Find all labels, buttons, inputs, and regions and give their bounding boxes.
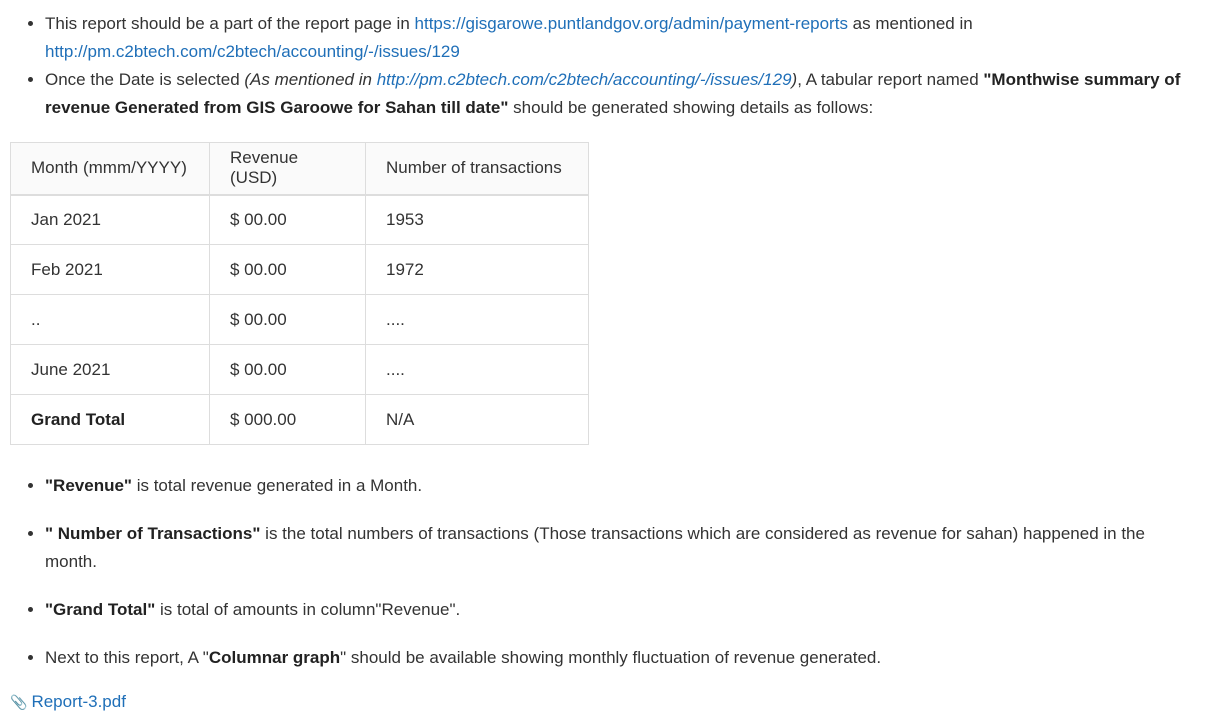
monthwise-report-table — [10, 142, 589, 445]
intro-text: , A tabular report named — [797, 70, 984, 89]
note-text: is the total numbers of transactions (Those transactions which are considered as revenue for sahan) happened in the month. — [45, 524, 1145, 571]
payment-reports-link[interactable]: https://gisgarowe.puntlandgov.org/admin/payment-reports — [414, 14, 848, 33]
header-transactions: Number of transactions — [366, 143, 589, 195]
cell-month: .. — [11, 295, 210, 345]
notes-list — [0, 472, 1227, 692]
header-month: Month (mmm/YYYY) — [11, 143, 210, 195]
attachment-link[interactable] — [10, 692, 126, 712]
intro-text: ) — [791, 70, 798, 89]
header-revenue: Revenue (USD) — [210, 143, 366, 195]
issue-129-link-italic[interactable]: http://pm.c2btech.com/c2btech/accounting/-/issues/129 — [376, 70, 792, 89]
issue-129-link[interactable]: http://pm.c2btech.com/c2btech/accounting/-/issues/129 — [45, 42, 460, 61]
intro-item-1 — [45, 10, 1227, 66]
paperclip-icon: 📎 — [10, 694, 28, 710]
intro-text: should be generated showing details as follows: — [508, 98, 874, 117]
cell-month: June 2021 — [11, 345, 210, 395]
note-term: "Revenue" — [45, 476, 132, 495]
note-term: " Number of Transactions" — [45, 524, 261, 543]
cell-transactions: 1972 — [366, 245, 589, 295]
attachment-label: Report-3.pdf — [31, 692, 126, 711]
cell-transactions: 1953 — [366, 195, 589, 245]
report-title: "Monthwise summary of revenue Generated from GIS Garoowe for Sahan till date" — [45, 70, 1181, 117]
table-row — [11, 245, 589, 295]
note-text: is total revenue generated in a Month. — [131, 476, 423, 495]
grand-total-row — [11, 395, 589, 445]
cell-grand-total-revenue: $ 000.00 — [210, 395, 366, 445]
cell-grand-total-transactions: N/A — [366, 395, 589, 445]
note-text: " should be available showing monthly fluctuation of revenue generated. — [340, 648, 882, 667]
note-revenue — [45, 472, 1187, 500]
note-text: is total of amounts in column"Revenue". — [155, 600, 461, 619]
intro-text: Once the Date is selected — [45, 70, 245, 89]
cell-transactions: .... — [366, 345, 589, 395]
intro-item-2 — [45, 66, 1227, 122]
note-term: Columnar graph — [208, 648, 341, 667]
table-row — [11, 345, 589, 395]
cell-revenue: $ 00.00 — [210, 245, 366, 295]
table-row — [11, 195, 589, 245]
cell-month: Jan 2021 — [11, 195, 210, 245]
table-header-row — [11, 143, 589, 195]
cell-revenue: $ 00.00 — [210, 295, 366, 345]
intro-text: (As mentioned in — [244, 70, 377, 89]
table-row — [11, 295, 589, 345]
note-transactions — [45, 520, 1187, 576]
cell-transactions: .... — [366, 295, 589, 345]
note-text: Next to this report, A " — [45, 648, 209, 667]
note-columnar-graph — [45, 644, 1187, 672]
note-grand-total — [45, 596, 1187, 624]
intro-list — [0, 10, 1227, 122]
intro-text: This report should be a part of the report page in — [45, 14, 415, 33]
intro-text: as mentioned in — [847, 14, 973, 33]
note-term: "Grand Total" — [45, 600, 156, 619]
cell-grand-total-label: Grand Total — [11, 395, 210, 445]
cell-revenue: $ 00.00 — [210, 195, 366, 245]
cell-month: Feb 2021 — [11, 245, 210, 295]
cell-revenue: $ 00.00 — [210, 345, 366, 395]
